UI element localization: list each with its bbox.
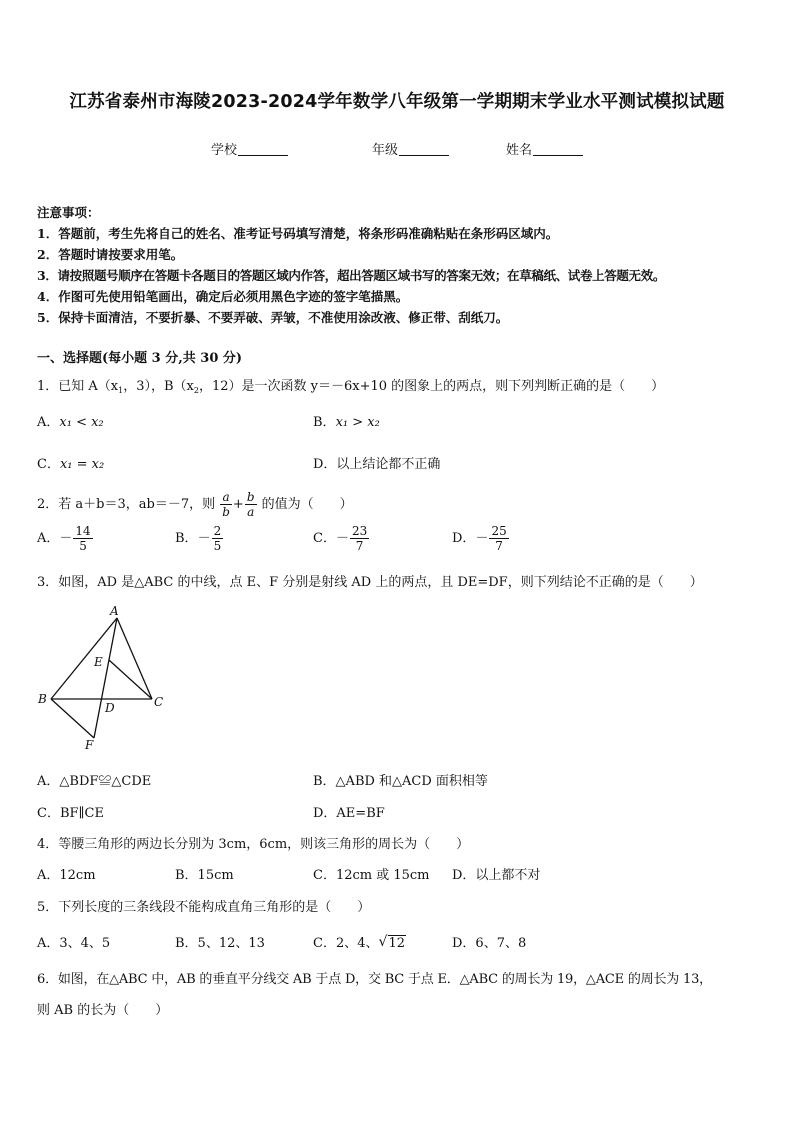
option-label: C． <box>37 457 60 472</box>
q1-option-a[interactable] <box>37 411 104 430</box>
q2-option-a[interactable] <box>37 524 94 553</box>
label-d: D <box>105 701 115 715</box>
q4-option-b[interactable]: B．15cm <box>175 868 234 883</box>
triangle-figure <box>37 603 172 753</box>
grade-label: 年级 <box>372 143 399 158</box>
q2-option-b[interactable] <box>175 524 224 553</box>
q4-option-a[interactable]: A．12cm <box>37 868 96 883</box>
school-field[interactable] <box>211 139 288 158</box>
q5-option-a[interactable]: A．3、4、5 <box>37 936 111 951</box>
q1-stem-part: 1．已知 A（x <box>37 379 119 394</box>
student-info-row <box>0 139 794 159</box>
q3-option-a[interactable]: A．△BDF≌△CDE <box>37 774 152 789</box>
name-blank[interactable] <box>533 141 583 156</box>
q5-option-c[interactable] <box>313 932 406 951</box>
notice-heading: 注意事项： <box>37 205 100 220</box>
option-numerator: 25 <box>491 524 507 538</box>
label-e: E <box>94 655 103 669</box>
notice-item: 4．作图可先使用铅笔画出，确定后必须用黑色字迹的签字笔描黑。 <box>37 289 409 304</box>
q2-stem-part: 的值为（ ） <box>261 497 353 512</box>
segment-ab <box>51 618 117 699</box>
option-denominator: 5 <box>213 539 222 553</box>
option-text: C．2、4、 <box>313 936 379 951</box>
label-a: A <box>110 604 119 618</box>
name-field[interactable] <box>506 139 583 158</box>
segment-ac <box>117 618 152 699</box>
option-sign: － <box>197 531 211 546</box>
segment-ec <box>109 660 152 699</box>
option-label: D． <box>452 531 476 546</box>
question-6-line-1: 6．如图，在△ABC 中，AB 的垂直平分线交 AB 于点 D，交 BC 于点 E．△ABC 的周长为 19，△ACE 的周长为 13， <box>37 972 712 987</box>
label-c: C <box>154 695 164 709</box>
q3-option-b[interactable]: B．△ABD 和△ACD 面积相等 <box>313 774 488 789</box>
option-label: A． <box>37 415 60 430</box>
label-f: F <box>85 738 94 752</box>
option-math: x₁ > x₂ <box>335 415 380 430</box>
section-title: 一、选择题(每小题 3 分,共 30 分) <box>37 351 243 366</box>
option-sign: － <box>335 531 349 546</box>
grade-field[interactable] <box>372 139 449 158</box>
ray-ad <box>94 618 117 738</box>
page-title: 江苏省泰州市海陵2023-2024学年数学八年级第一学期期末学业水平测试模拟试题 <box>69 92 725 112</box>
question-3: 3．如图，AD 是△ABC 的中线，点 E、F 分别是射线 AD 上的两点，且 DE=DF，则下列结论不正确的是（ ） <box>37 575 703 590</box>
q2-option-d[interactable] <box>452 524 510 553</box>
fraction-a-over-b: $\frac{a}{b}$ <box>222 490 230 519</box>
grade-blank[interactable] <box>399 141 449 156</box>
fraction-b-over-a: $\frac{b}{a}$ <box>246 490 255 519</box>
q1-subscript: 2 <box>193 386 199 395</box>
q1-option-b[interactable] <box>313 411 380 430</box>
option-math: x₁ < x₂ <box>59 415 104 430</box>
option-sign: － <box>59 531 73 546</box>
question-6-line-2: 则 AB 的长为（ ） <box>37 1003 169 1018</box>
q1-stem-part: ，3），B（x <box>123 379 194 394</box>
option-math: x₁ = x₂ <box>59 457 105 472</box>
q3-option-d[interactable]: D．AE=BF <box>313 806 385 821</box>
square-root: √ 12 <box>378 934 406 951</box>
notice-section <box>37 202 665 328</box>
option-numerator: 2 <box>213 524 222 538</box>
option-sign: － <box>475 531 489 546</box>
notice-item: 1．答题前，考生先将自己的姓名、准考证号码填写清楚，将条形码准确粘贴在条形码区域内。 <box>37 226 559 241</box>
option-numerator: 23 <box>351 524 368 538</box>
q5-option-b[interactable]: B．5、12、13 <box>175 936 265 951</box>
notice-item: 5．保持卡面清洁，不要折暴、不要弄破、弄皱，不准使用涂改液、修正带、刮纸刀。 <box>37 310 509 325</box>
q5-option-d[interactable]: D．6、7、8 <box>452 936 527 951</box>
option-denominator: 7 <box>495 539 503 553</box>
name-label: 姓名 <box>506 143 533 158</box>
school-label: 学校 <box>211 143 238 158</box>
label-b: B <box>38 692 47 706</box>
option-denominator: 7 <box>355 539 364 553</box>
option-label: B． <box>175 531 198 546</box>
q1-option-c[interactable] <box>37 453 104 472</box>
q1-stem-part: ，12）是一次函数 y＝－6x+10 的图象上的两点，则下列判断正确的是（ ） <box>198 379 665 394</box>
q1-option-d[interactable]: D．以上结论都不正确 <box>313 457 441 472</box>
notice-item: 3．请按照题号顺序在答题卡各题目的答题区域内作答，超出答题区域书写的答案无效；在草稿纸、试卷上答题无效。 <box>37 268 666 283</box>
question-2: 2．若 a＋b＝3，ab＝－7，则 $\frac{a}{b}$ + $\frac{b}{a}$ 的值为（ ） <box>37 490 353 519</box>
option-numerator: 14 <box>75 524 91 538</box>
q1-subscript: 1 <box>118 386 124 395</box>
notice-item: 2．答题时请按要求用笔。 <box>37 247 184 262</box>
question-1 <box>37 375 664 395</box>
school-blank[interactable] <box>238 141 288 156</box>
option-label: C． <box>313 531 336 546</box>
radicand: 12 <box>388 936 406 951</box>
segment-bf <box>51 699 94 738</box>
q4-option-c[interactable]: C．12cm 或 15cm <box>313 868 430 883</box>
q2-stem-part: 2．若 a＋b＝3，ab＝－7，则 <box>37 497 216 512</box>
question-4: 4．等腰三角形的两边长分别为 3cm，6cm，则该三角形的周长为（ ） <box>37 837 470 852</box>
option-label: A． <box>37 531 60 546</box>
q2-option-c[interactable] <box>313 524 370 553</box>
q4-option-d[interactable]: D．以上都不对 <box>452 868 541 883</box>
question-5: 5．下列长度的三条线段不能构成直角三角形的是（ ） <box>37 900 371 915</box>
option-denominator: 5 <box>79 539 87 553</box>
option-label: B． <box>313 415 336 430</box>
q3-option-c[interactable]: C．BF∥CE <box>37 806 104 821</box>
